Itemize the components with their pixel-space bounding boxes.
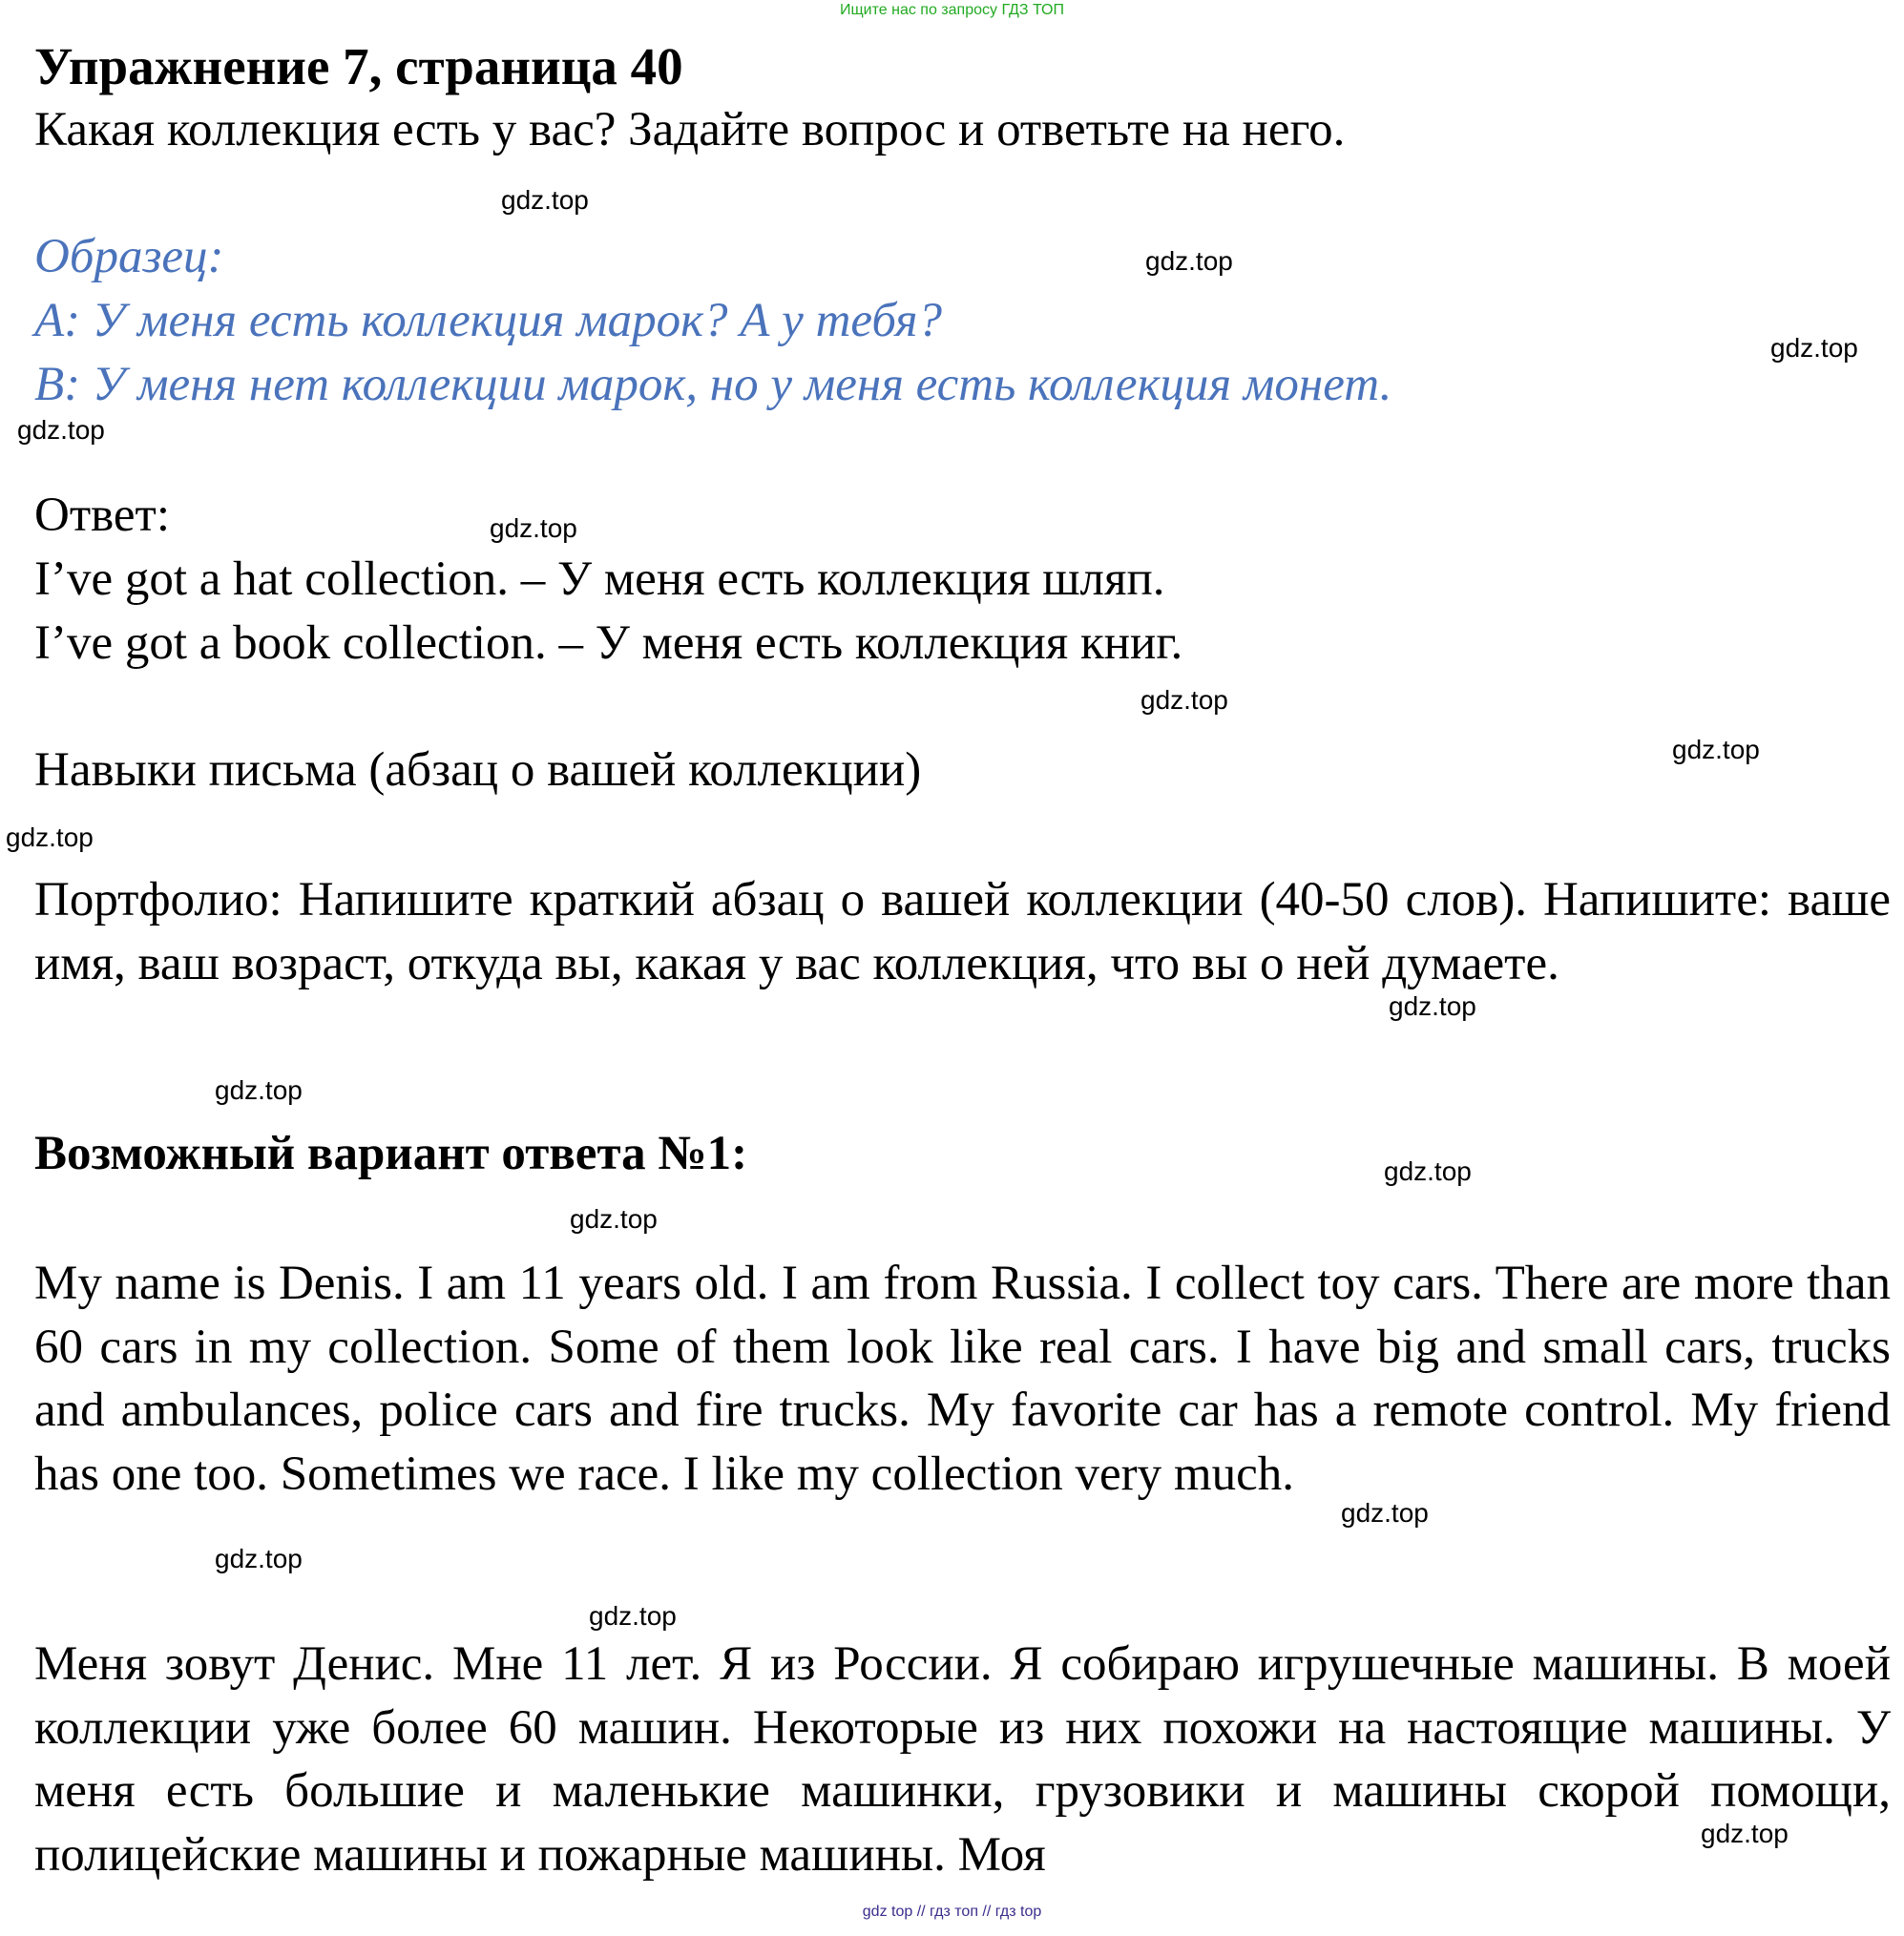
top-banner[interactable]: Ищите нас по запросу ГДЗ ТОП	[840, 2, 1064, 18]
russian-paragraph: Меня зовут Денис. Мне 11 лет. Я из России. Я собираю игрушечные машины. В моей коллекции уже более 60 машин. Некоторые из них похожи на настоящие машины. У меня есть большие и маленькие машинки, грузовики и машины скорой помощи, полицейские машины и пожарные машины. Моя	[34, 1637, 1891, 1882]
watermark: gdz.top	[1770, 333, 1858, 363]
portfolio-text: Портфолио: Напишите краткий абзац о вашей коллекции (40-50 слов). Напишите: ваше имя, ваш возраст, откуда вы, какая у вас коллекция, что вы о ней думаете.	[34, 873, 1891, 990]
answer-line-1: I’ve got a hat collection. – У меня есть коллекция шляп.	[34, 552, 1165, 606]
watermark: gdz.top	[1341, 1498, 1429, 1528]
answer-label: Ответ:	[34, 489, 170, 542]
watermark: gdz.top	[501, 185, 589, 215]
sample-line-a: A: У меня есть коллекция марок? А у тебя?	[34, 294, 942, 347]
bottom-banner[interactable]: gdz top // гдз топ // гдз top	[862, 1904, 1042, 1920]
watermark: gdz.top	[1389, 991, 1476, 1021]
watermark: gdz.top	[1384, 1156, 1472, 1186]
task-text: Какая коллекция есть у вас? Задайте вопрос и ответьте на него.	[34, 103, 1346, 156]
sample-line-b: B: У меня нет коллекции марок, но у меня есть коллекция монет.	[34, 358, 1392, 411]
watermark: gdz.top	[490, 513, 577, 543]
watermark: gdz.top	[215, 1075, 303, 1105]
watermark: gdz.top	[570, 1204, 658, 1234]
watermark: gdz.top	[6, 822, 94, 852]
watermark: gdz.top	[17, 415, 105, 445]
watermark: gdz.top	[215, 1544, 303, 1573]
watermark: gdz.top	[1140, 685, 1228, 715]
watermark: gdz.top	[1672, 735, 1760, 764]
answer-line-2: I’ve got a book collection. – У меня есть коллекция книг.	[34, 616, 1183, 670]
sample-label: Образец:	[34, 230, 224, 283]
watermark: gdz.top	[589, 1601, 677, 1631]
variant-heading: Возможный вариант ответа №1:	[34, 1127, 748, 1180]
watermark: gdz.top	[1145, 246, 1233, 276]
writing-skills-heading: Навыки письма (абзац о вашей коллекции)	[34, 743, 922, 797]
watermark: gdz.top	[1701, 1819, 1789, 1848]
exercise-title: Упражнение 7, страница 40	[34, 37, 683, 95]
english-paragraph: My name is Denis. I am 11 years old. I am from Russia. I collect toy cars. There are more than 60 cars in my collection. Some of them look like real cars. I have big and small cars, trucks and ambulances, police cars and fire trucks. My favorite car has a remote control. My friend has one too. Sometimes we race. I like my collection very much.	[34, 1257, 1891, 1501]
